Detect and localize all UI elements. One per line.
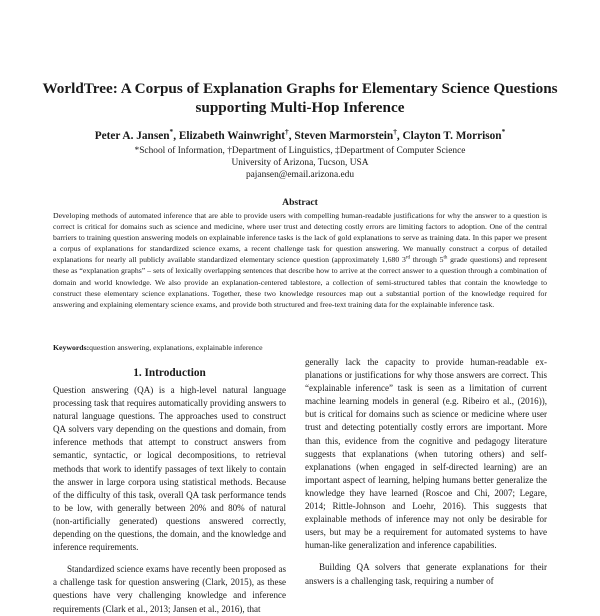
abstract-heading: Abstract <box>282 197 318 208</box>
affiliation-line-1: *School of Information, †Department of Linguistics, ‡Department of Computer Science <box>134 146 466 156</box>
affiliation-line-2: University of Arizona, Tucson, USA <box>231 158 369 168</box>
author-name: Steven Marmorstein <box>294 130 394 142</box>
abstract-text-part-c: grade questions) and represent these as “explanation graphs” – sets of lexically overlapping sentences that describe how to arrive at the correct answer to a question through a combination of domain and world knowledge. We also provide an explanation-centered tablestore, a collection of semi-structured tables that contain the knowledge to construct these elementary science explanations. Together, these two knowledge resources map out a substantial portion of the knowledge required for answering and explaining elementary science exams, and provide both structured and free-text training data for the explainable inference task. <box>53 255 547 309</box>
author-email: pajansen@email.arizona.edu <box>245 170 355 180</box>
paragraph: Standardized science exams have recently been proposed as a challenge task for question answering (Clark, 2015), as these questions have very challenging knowledge and inference requirements (Clark et al., 2013; Jansen et al., 2016), that <box>53 564 286 614</box>
section-heading-introduction: 1. Introduction <box>133 367 206 379</box>
author-mark: * <box>169 127 174 137</box>
title-line-1: WorldTree: A Corpus of Explanation Graphs for Elementary Science Questions <box>42 80 558 97</box>
abstract-superscript-b: th <box>443 255 448 261</box>
paragraph: generally lack the capacity to provide human-readable explanations or justifications for why those answers are correct. This “explainable inference” task is seen as a limitation of current machine learning models in general (e.g. Ribeiro et al., (2016)), but is critical for domains such as science or medicine where user trust and detecting potentially costly errors are important. More than this, evidence from the cognitive and pedagogy literature suggests that explanations (when tutoring others) and self-explanations (when engaged in self-directed learning) are an important aspect of learning, helping humans better generalize the knowledge they have learned (Roscoe and Chi, 2007; Legare, 2014; Rittle-Johnson and Loehr, 2016). This suggests that explainable methods of inference may not only be desirable for users, but may be a requirement for automated systems to have human-like generalization and inference capabilities. <box>305 357 547 551</box>
keywords-label: Keywords: <box>53 343 90 352</box>
author-mark: * <box>501 127 506 137</box>
author-name: Elizabeth Wainwright <box>178 130 286 142</box>
title-line-2: supporting Multi-Hop Inference <box>195 99 405 116</box>
paragraph: Question answering (QA) is a high-level natural language processing task that requires automatically providing answers to natural language questions. The approaches used to construct QA solvers vary depending on the questions and domain, from inference methods that attempt to construct answers from semantic, syntactic, or logical decompositions, to retrieval methods that work to identify passages of text likely to contain the answer in large corpora using statistical methods. Because of the difficulty of this task, overall QA task performance tends to be low, with generally between 20% and 80% of natural (non-artificially generated) questions answered correctly, depending on the questions, the domain, and the knowledge and inference requirements. <box>53 385 286 553</box>
abstract-text-part-b: through 5 <box>410 255 444 265</box>
author-name: Clayton T. Morrison <box>402 130 502 142</box>
paragraph: Building QA solvers that generate explanations for their answers is a challenging task, requiring a number of <box>305 562 547 586</box>
author-name: Peter A. Jansen <box>94 130 170 142</box>
paper-title <box>40 79 560 117</box>
body-column-left <box>53 384 286 616</box>
keywords-text: question answering, explanations, explainable inference <box>89 343 263 352</box>
abstract-superscript-a: rd <box>405 255 411 261</box>
abstract-text-part-a: Developing methods of automated inference that are able to provide users with compelling human-readable justifications for why the answer to a question is correct is critical for domains such as science and medicine, where user trust and detecting costly errors are limiting factors to adoption. One of the central barriers to training question answering models on explainable inference tasks is the lack of gold explanations to serve as training data. In this paper we present a corpus of explanations for standardized science exams, a recent challenge task for question answering. We manually construct a corpus of detailed explanations for nearly all publicly available standardized elementary science question (approximately 1,680 3 <box>53 211 547 265</box>
author-mark: † <box>285 127 289 137</box>
keywords <box>53 342 547 353</box>
body-column-right <box>305 356 547 588</box>
author-list: Peter A. Jansen*, Elizabeth Wainwright†, Steven Marmorstein†, Clayton T. Morrison* <box>94 127 506 142</box>
abstract-text <box>53 210 547 310</box>
author-mark: † <box>393 127 397 137</box>
